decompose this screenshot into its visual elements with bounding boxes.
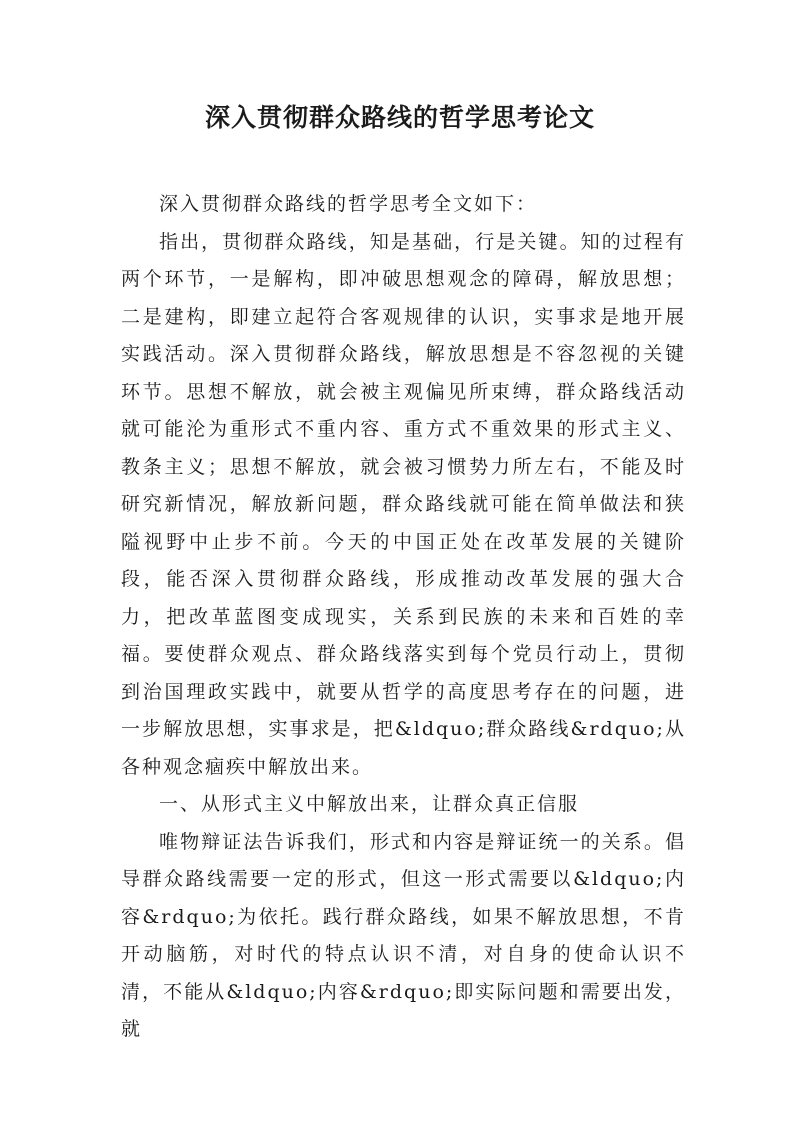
document-body: [121, 186, 686, 1049]
body-paragraph: 指出，贯彻群众路线，知是基础，行是关键。知的过程有两个环节，一是解构，即冲破思想观念的障碍，解放思想；二是建构，即建立起符合客观规律的认识，实事求是地开展实践活动。深入贯彻群众路线，解放思想是不容忽视的关键环节。思想不解放，就会被主观偏见所束缚，群众路线活动就可能沦为重形式不重内容、重方式不重效果的形式主义、教条主义；思想不解放，就会被习惯势力所左右，不能及时研究新情况，解放新问题，群众路线就可能在简单做法和狭隘视野中止步不前。今天的中国正处在改革发展的关键阶段，能否深入贯彻群众路线，形成推动改革发展的强大合力，把改革蓝图变成现实，关系到民族的未来和百姓的幸福。要使群众观点、群众路线落实到每个党员行动上，贯彻到治国理政实践中，就要从哲学的高度思考存在的问题，进一步解放思想，实事求是，把&ldquo;群众路线&rdquo;从各种观念痼疾中解放出来。: [121, 230, 686, 778]
document-title: 深入贯彻群众路线的哲学思考论文: [204, 103, 595, 132]
intro-paragraph: 深入贯彻群众路线的哲学思考全文如下：: [159, 193, 538, 215]
section-heading: 一、从形式主义中解放出来，让群众真正信服: [159, 793, 580, 815]
body-paragraph: 唯物辩证法告诉我们，形式和内容是辩证统一的关系。倡导群众路线需要一定的形式，但这一形式需要以&ldquo;内容&rdquo;为依托。践行群众路线，如果不解放思想，不肯开动脑筋，对时代的特点认识不清，对自身的使命认识不清，不能从&ldquo;内容&rdquo;即实际问题和需要出发，就: [121, 830, 686, 1040]
